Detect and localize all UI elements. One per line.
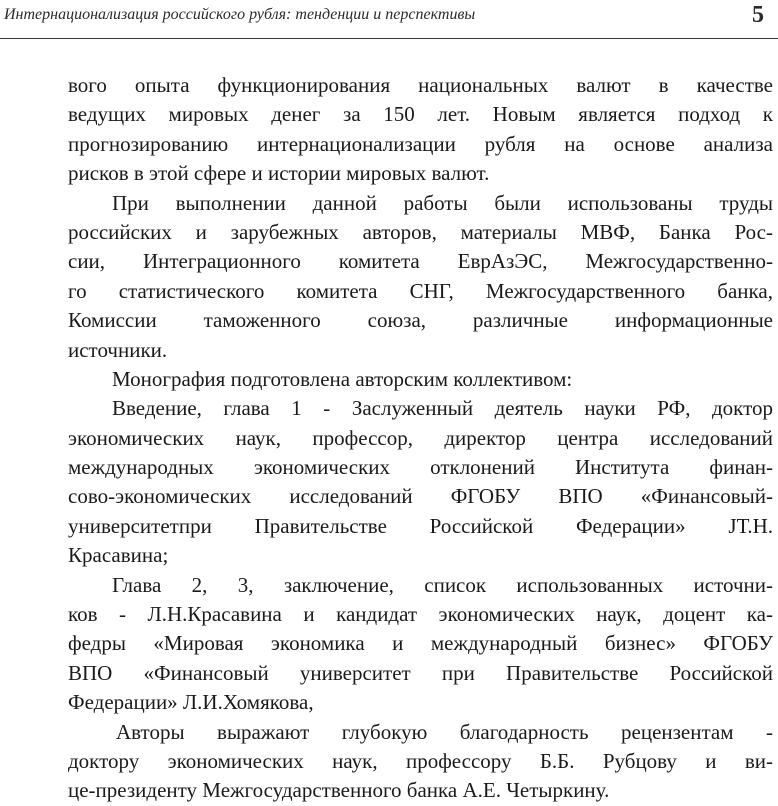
text-line: сово-экономических исследований ФГОБУ ВПО «Финансовый- (68, 484, 773, 509)
text-line: прогнозированию интернационализации рубля на основе анализа (68, 131, 773, 156)
text-line: доктору экономических наук, профессору Б.Б. Рубцову и ви- (68, 748, 773, 773)
text-line: Федерации» Л.И.Хомякова, (68, 690, 314, 715)
text-line: Комиссии таможенного союза, различные информационные (68, 308, 773, 333)
body-text (68, 71, 773, 806)
text-line: международных экономических отклонений Института финан- (68, 455, 773, 480)
text-line: экономических наук, профессор, директор центра исследований (68, 425, 773, 450)
text-line: вого опыта функционирования национальных валют в качестве (68, 73, 773, 97)
text-line: Введение, глава 1 - Заслуженный деятель науки РФ, доктор (112, 396, 773, 421)
text-line: источники. (68, 337, 168, 362)
page-number: 5 (752, 2, 764, 28)
running-header-title: Интернационализация российского рубля: тенденции и перспективы (4, 6, 476, 23)
text-line: сии, Интеграционного комитета ЕврАзЭС, Межгосударственно- (68, 249, 773, 274)
text-line: При выполнении данной работы были использованы труды (112, 190, 773, 215)
text-line: го статистического комитета СНГ, Межгосударственного банка, (68, 278, 773, 303)
text-line: университетпри Правительстве Российской Федерации» JТ.Н. (68, 513, 773, 538)
text-line: Красавина; (68, 543, 169, 568)
running-header (0, 0, 778, 39)
text-line: Авторы выражают глубокую благодарность рецензентам - (116, 719, 773, 744)
text-line: федры «Мировая экономика и международный бизнес» ФГОБУ (68, 631, 773, 656)
text-line: ков - Л.Н.Красавина и кандидат экономических наук, доцент ка- (68, 602, 773, 627)
text-line: ведущих мировых денег за 150 лет. Новым является подход к (68, 102, 773, 127)
text-line: российских и зарубежных авторов, материалы МВФ, Банка Рос- (68, 219, 773, 244)
text-line: Глава 2, 3, заключение, список использованных источни- (112, 572, 773, 597)
text-line: ВПО «Финансовый университет при Правительстве Российской (68, 660, 773, 685)
text-line: це-президенту Межгосударственного банка А.Е. Четыркину. (68, 778, 610, 803)
text-line: Монография подготовлена авторским коллективом: (112, 366, 573, 391)
text-line: рисков в этой сфере и истории мировых валют. (68, 161, 490, 186)
